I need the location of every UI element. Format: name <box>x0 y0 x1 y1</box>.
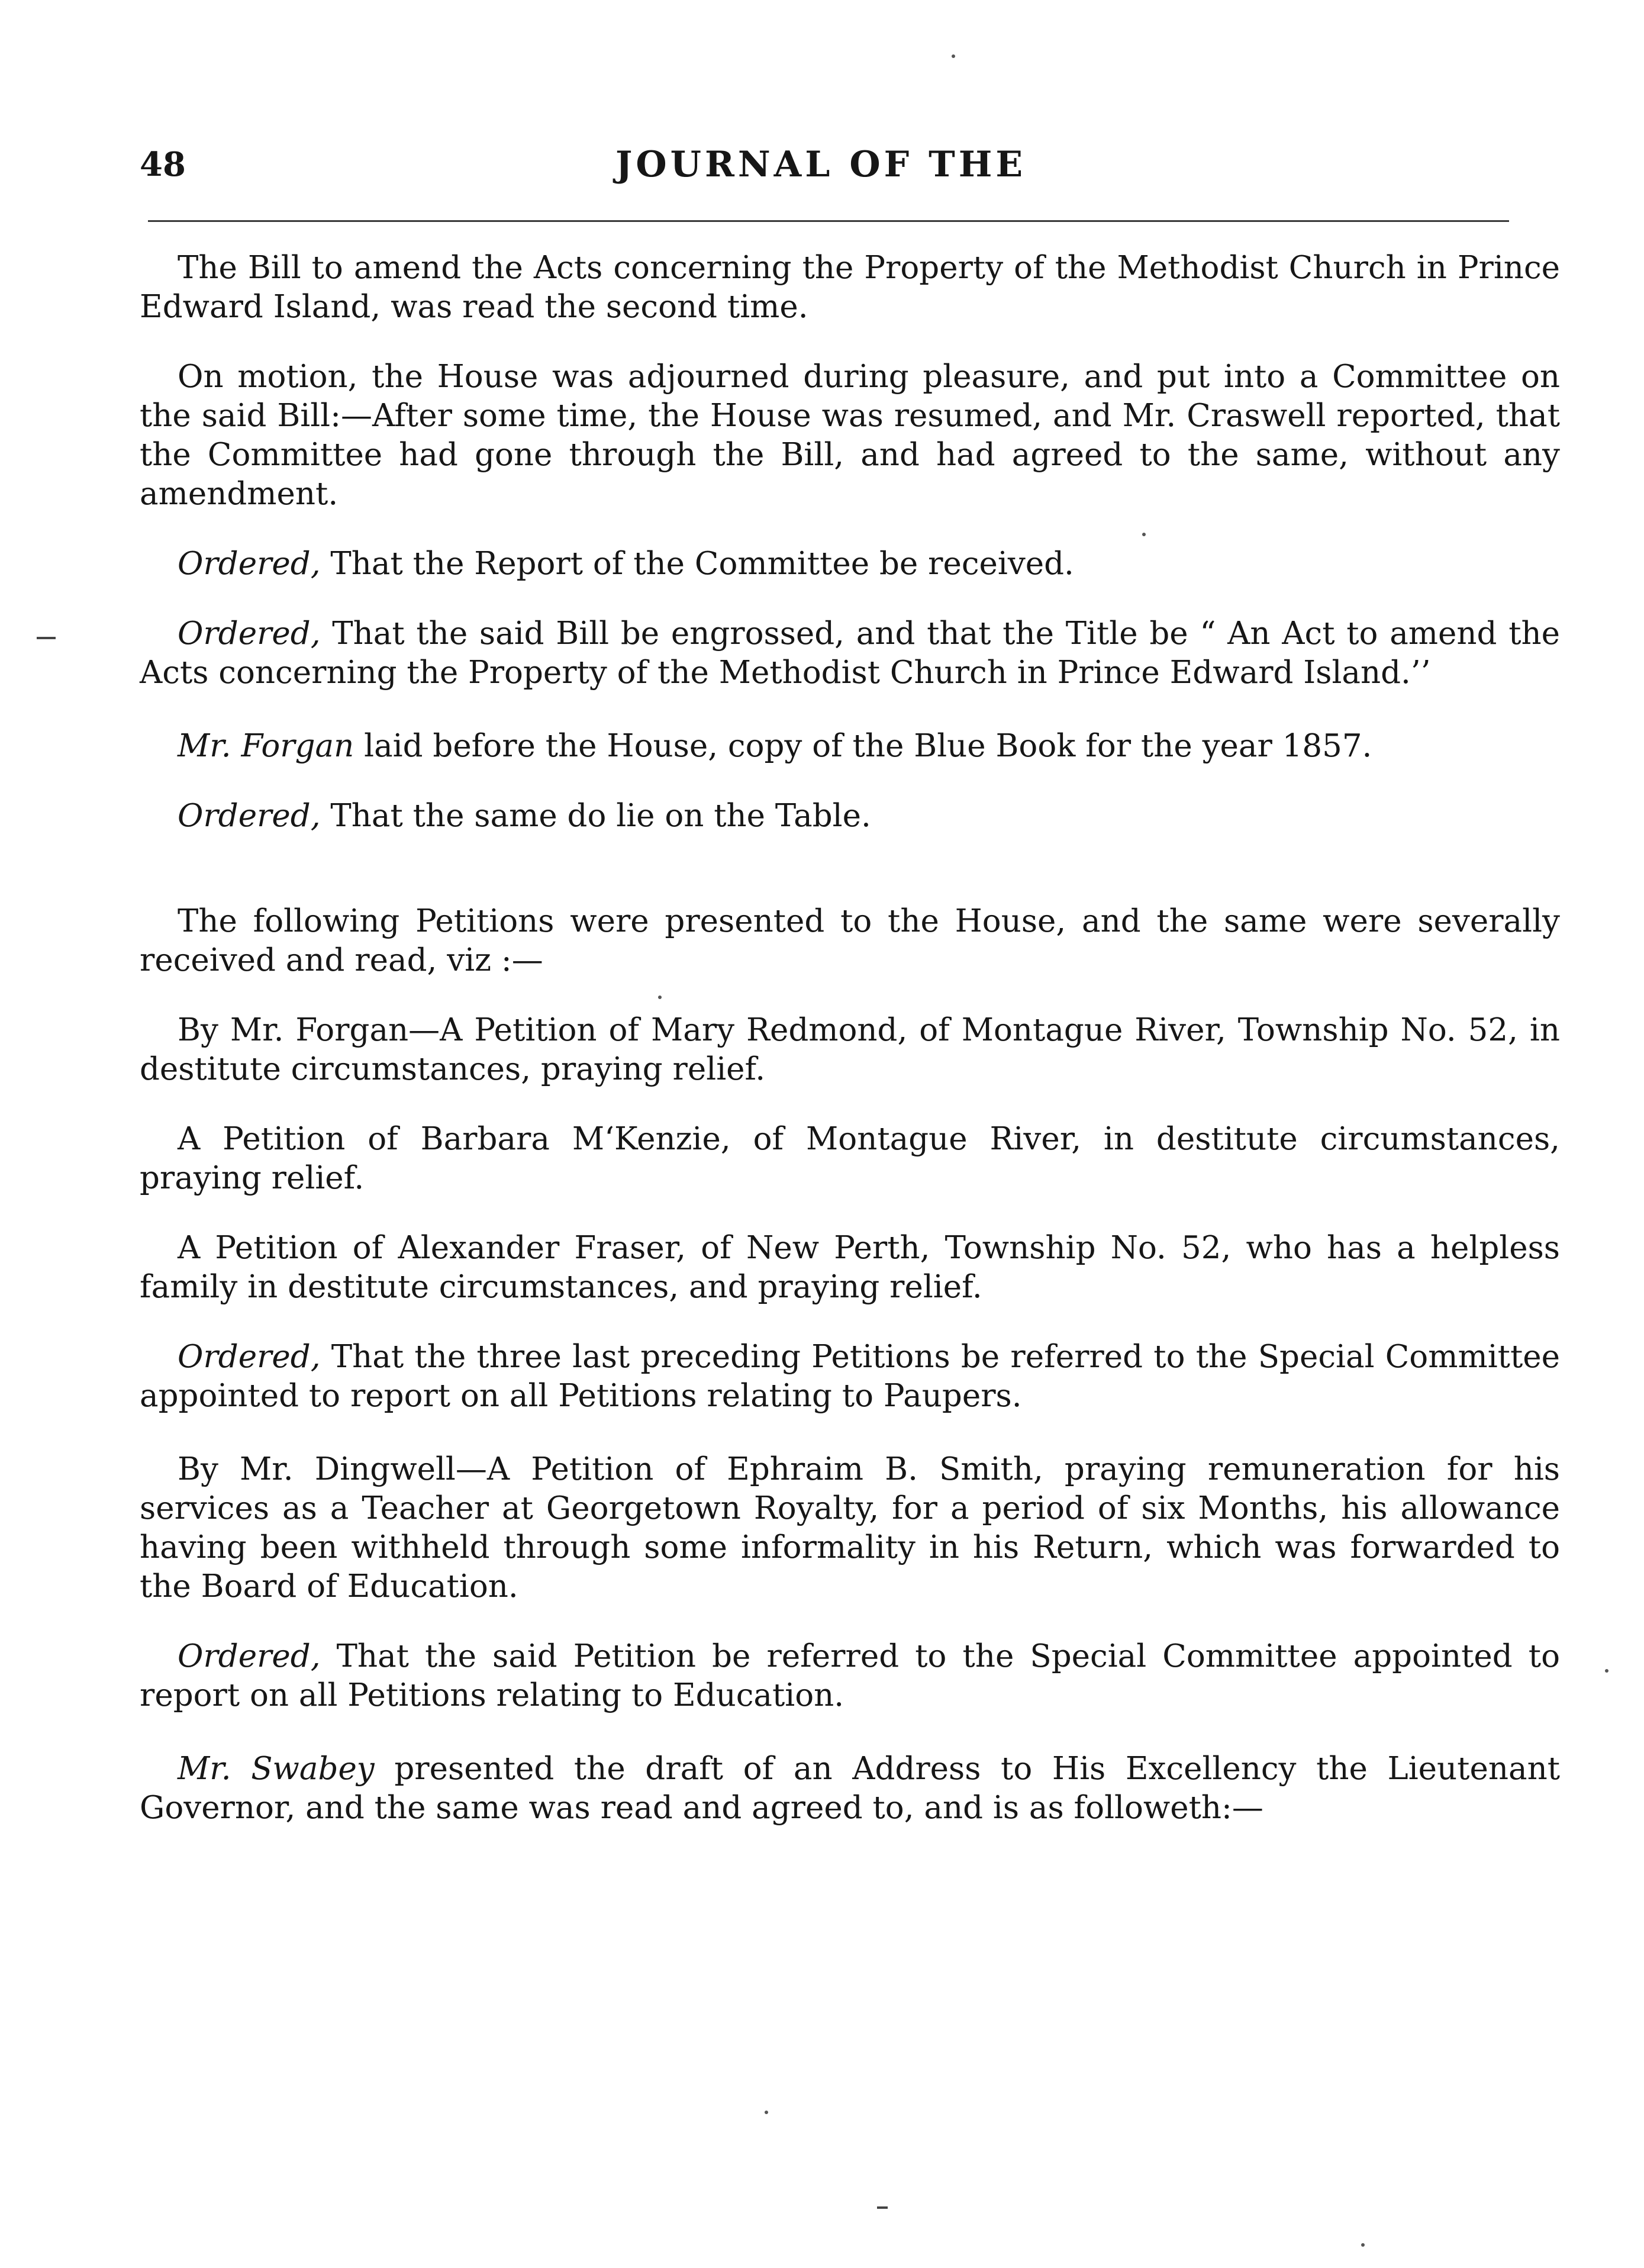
paragraph-text: presented the draft of an Address to His Excellency the Lieutenant Governor, and the same was read and agreed to, and is as followeth:— <box>140 1751 1560 1826</box>
paragraph-lead: Ordered, <box>178 798 321 834</box>
paragraph-text: By Mr. Dingwell—A Petition of Ephraim B. Smith, praying remuneration for his services as a Teacher at Georgetown Royalty, for a period of six Months, his allowance having been withheld through some informality in his Return, which was forwarded to the Board of Education. <box>140 1451 1560 1605</box>
paragraph-petition-barbara-mkenzie <box>140 1120 1560 1198</box>
scan-speck <box>1361 2243 1365 2247</box>
paragraph-ordered-report-received <box>140 545 1560 584</box>
paragraph-committee-report <box>140 357 1560 514</box>
margin-mark <box>37 637 56 639</box>
page-number: 48 <box>140 145 186 184</box>
margin-mark <box>877 2206 888 2209</box>
running-head-title: JOURNAL OF THE <box>615 144 1027 185</box>
scan-speck <box>658 996 662 999</box>
paragraph-text: That the Report of the Committee be received. <box>320 546 1074 582</box>
paragraph-text: By Mr. Forgan—A Petition of Mary Redmond, of Montague River, Township No. 52, in destitute circumstances, praying relief. <box>140 1012 1560 1087</box>
paragraph-text: That the said Petition be referred to the Special Committee appointed to report on all Petitions relating to Education. <box>140 1638 1560 1713</box>
paragraph-ordered-paupers-committee <box>140 1338 1560 1416</box>
journal-body <box>140 249 1560 1858</box>
scan-speck <box>952 54 955 58</box>
paragraph-text: That the said Bill be engrossed, and that the Title be “ An Act to amend the Acts concerning the Property of the Methodist Church in Prince Edward Island.’’ <box>140 616 1560 691</box>
paragraph-text: The Bill to amend the Acts concerning the Property of the Methodist Church in Prince Edward Island, was read the second time. <box>140 250 1560 325</box>
paragraph-text: That the three last preceding Petitions be referred to the Special Committee appointed to report on all Petitions relating to Paupers. <box>140 1339 1560 1414</box>
paragraph-ordered-lie-on-table <box>140 797 1560 836</box>
scan-speck <box>765 2111 768 2114</box>
paragraph-petition-mary-redmond <box>140 1011 1560 1089</box>
paragraph-blue-book <box>140 727 1560 766</box>
scan-speck <box>1142 533 1146 536</box>
paragraph-lead: Ordered, <box>178 1638 321 1674</box>
paragraph-text: A Petition of Alexander Fraser, of New Perth, Township No. 52, who has a helpless family in destitute circumstances, and praying relief. <box>140 1230 1560 1305</box>
paragraph-text: That the same do lie on the Table. <box>320 798 871 834</box>
paragraph-petition-ephraim-smith <box>140 1450 1560 1606</box>
scan-speck <box>1605 1669 1608 1673</box>
paragraph-lead: Ordered, <box>178 1339 321 1375</box>
paragraph-lead: Mr. Forgan <box>178 728 354 764</box>
header-rule <box>148 220 1509 222</box>
paragraph-lead: Mr. Swabey <box>178 1751 375 1787</box>
paragraph-text: The following Petitions were presented to the House, and the same were severally received and read, viz :— <box>140 903 1560 978</box>
paragraph-ordered-education-committee <box>140 1637 1560 1715</box>
paragraph-text: On motion, the House was adjourned during pleasure, and put into a Committee on the said Bill:—After some time, the House was resumed, and Mr. Craswell reported, that the Committee had gone through the Bill, and had agreed to the same, without any amendment. <box>140 359 1560 512</box>
paragraph-bill-second-reading <box>140 249 1560 327</box>
paragraph-address-to-lieutenant-governor <box>140 1750 1560 1828</box>
paragraph-ordered-bill-engrossed <box>140 614 1560 692</box>
paragraph-petitions-presented <box>140 902 1560 980</box>
paragraph-text: laid before the House, copy of the Blue Book for the year 1857. <box>354 728 1372 764</box>
paragraph-lead: Ordered, <box>178 546 321 582</box>
paragraph-lead: Ordered, <box>178 616 321 652</box>
paragraph-text: A Petition of Barbara M‘Kenzie, of Montague River, in destitute circumstances, praying relief. <box>140 1121 1560 1196</box>
paragraph-petition-alexander-fraser <box>140 1229 1560 1307</box>
